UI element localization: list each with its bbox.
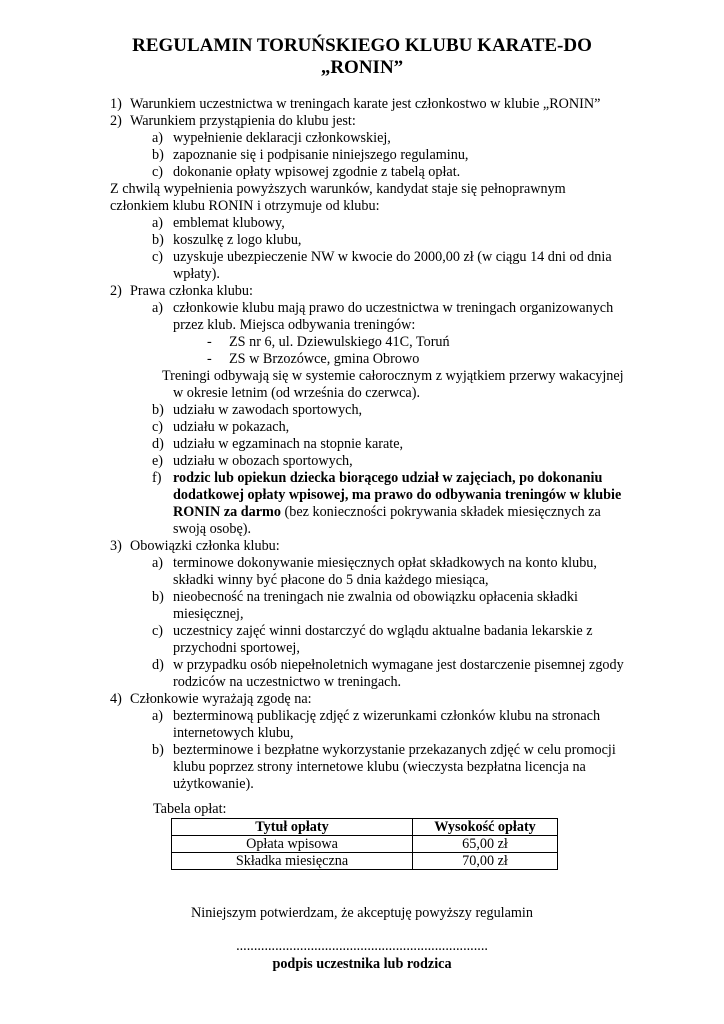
section-2-number: 2): [110, 113, 122, 129]
list-item-continuation: internetowych klubu,: [173, 725, 294, 741]
list-marker: b): [152, 742, 164, 758]
list-marker: d): [152, 657, 164, 673]
fee-name: Opłata wpisowa: [172, 836, 413, 853]
title-line-2: „RONIN”: [320, 57, 404, 78]
section-5-text: Członkowie wyrażają zgodę na:: [130, 691, 312, 707]
place-marker: -: [207, 351, 212, 367]
parent-rule-bold: RONIN za darmo: [173, 504, 281, 520]
list-item: nieobecność na treningach nie zwalnia od obowiązku opłacenia składki: [173, 589, 578, 605]
list-item: zapoznanie się i podpisanie niniejszego regulaminu,: [173, 147, 469, 163]
list-marker: d): [152, 436, 164, 452]
list-item: uzyskuje ubezpieczenie NW w kwocie do 2000,00 zł (w ciągu 14 dni od dnia: [173, 249, 612, 265]
place-item: ZS nr 6, ul. Dziewulskiego 41C, Toruń: [229, 334, 450, 350]
list-item: koszulkę z logo klubu,: [173, 232, 302, 248]
list-marker: f): [152, 470, 162, 486]
list-item-continuation: rodziców na uczestnictwo w treningach.: [173, 674, 402, 690]
paragraph-line: członkiem klubu RONIN i otrzymuje od klubu:: [110, 198, 380, 214]
list-marker: a): [152, 555, 164, 571]
list-item: bezterminową publikację zdjęć z wizerunkami członków klubu na stronach: [173, 708, 601, 724]
list-marker: c): [152, 623, 164, 639]
list-item: udziału w egzaminach na stopnie karate,: [173, 436, 404, 452]
section-4-text: Obowiązki członka klubu:: [130, 538, 280, 554]
list-item: w przypadku osób niepełnoletnich wymagane jest dostarczenie pisemnej zgody: [173, 657, 624, 673]
parent-rule-line: swoją osobę).: [173, 521, 252, 537]
section-4-number: 3): [110, 538, 122, 554]
fees-header-title: Tytuł opłaty: [172, 819, 413, 836]
section-3-text: Prawa członka klubu:: [130, 283, 253, 299]
schedule-note-continuation: w okresie letnim (od września do czerwca).: [173, 385, 420, 401]
signature-line: .......................................................................: [236, 938, 488, 954]
list-item-continuation: klubu poprzez strony internetowe klubu (wieczysta bezpłatna licencja na: [173, 759, 586, 775]
paragraph-line: Z chwilą wypełnienia powyższych warunków, kandydat staje się pełnoprawnym: [110, 181, 566, 197]
list-item: emblemat klubowy,: [173, 215, 285, 231]
parent-rule-text: (bez konieczności pokrywania składek miesięcznych za: [280, 504, 601, 520]
parent-rule-line: [173, 504, 601, 521]
section-2-text: Warunkiem przystąpienia do klubu jest:: [130, 113, 356, 129]
list-item: terminowe dokonywanie miesięcznych opłat składkowych na konto klubu,: [173, 555, 597, 571]
list-marker: a): [152, 708, 164, 724]
list-item-continuation: przez klub. Miejsca odbywania treningów:: [173, 317, 416, 333]
fees-table: [171, 818, 558, 870]
place-item: ZS w Brzozówce, gmina Obrowo: [229, 351, 420, 367]
list-marker: c): [152, 419, 164, 435]
list-item: udziału w zawodach sportowych,: [173, 402, 363, 418]
signature-label: podpis uczestnika lub rodzica: [272, 956, 452, 972]
section-3-number: 2): [110, 283, 122, 299]
confirmation-statement: Niniejszym potwierdzam, że akceptuję powyższy regulamin: [191, 905, 533, 921]
list-item: uczestnicy zajęć winni dostarczyć do wglądu aktualne badania lekarskie z: [173, 623, 593, 639]
list-marker: c): [152, 164, 164, 180]
list-marker: c): [152, 249, 164, 265]
table-row: [172, 853, 558, 870]
list-item: członkowie klubu mają prawo do uczestnictwa w treningach organizowanych: [173, 300, 614, 316]
section-1-number: 1): [110, 96, 122, 112]
list-item-continuation: przychodni sportowej,: [173, 640, 300, 656]
document-title: [0, 35, 724, 79]
list-marker: e): [152, 453, 164, 469]
section-1-text: Warunkiem uczestnictwa w treningach karate jest członkostwo w klubie „RONIN”: [130, 96, 601, 112]
list-marker: a): [152, 130, 164, 146]
table-row: [172, 836, 558, 853]
fees-caption: Tabela opłat:: [153, 801, 227, 817]
list-marker: b): [152, 402, 164, 418]
section-5-number: 4): [110, 691, 122, 707]
list-marker: a): [152, 300, 164, 316]
place-marker: -: [207, 334, 212, 350]
list-item: dokonanie opłaty wpisowej zgodnie z tabelą opłat.: [173, 164, 461, 180]
fees-header-amount: Wysokość opłaty: [413, 819, 558, 836]
parent-rule-line: dodatkowej opłaty wpisowej, ma prawo do odbywania treningów w klubie: [173, 487, 622, 503]
list-item: udziału w pokazach,: [173, 419, 290, 435]
fees-header-row: [172, 819, 558, 836]
schedule-note: Treningi odbywają się w systemie całorocznym z wyjątkiem przerwy wakacyjnej: [162, 368, 624, 384]
fee-name: Składka miesięczna: [172, 853, 413, 870]
list-item: udziału w obozach sportowych,: [173, 453, 353, 469]
list-item-continuation: użytkowanie).: [173, 776, 254, 792]
list-item: bezterminowe i bezpłatne wykorzystanie przekazanych zdjęć w celu promocji: [173, 742, 616, 758]
list-item-continuation: wpłaty).: [173, 266, 220, 282]
list-marker: a): [152, 215, 164, 231]
list-item: wypełnienie deklaracji członkowskiej,: [173, 130, 391, 146]
fee-amount: 70,00 zł: [413, 853, 558, 870]
title-line-1: REGULAMIN TORUŃSKIEGO KLUBU KARATE-DO: [132, 35, 592, 56]
list-item-continuation: składki winny być płacone do 5 dnia każdego miesiąca,: [173, 572, 489, 588]
fee-amount: 65,00 zł: [413, 836, 558, 853]
list-marker: b): [152, 147, 164, 163]
list-marker: b): [152, 589, 164, 605]
list-marker: b): [152, 232, 164, 248]
list-item-continuation: miesięcznej,: [173, 606, 244, 622]
parent-rule-line: rodzic lub opiekun dziecka biorącego udział w zajęciach, po dokonaniu: [173, 470, 603, 486]
